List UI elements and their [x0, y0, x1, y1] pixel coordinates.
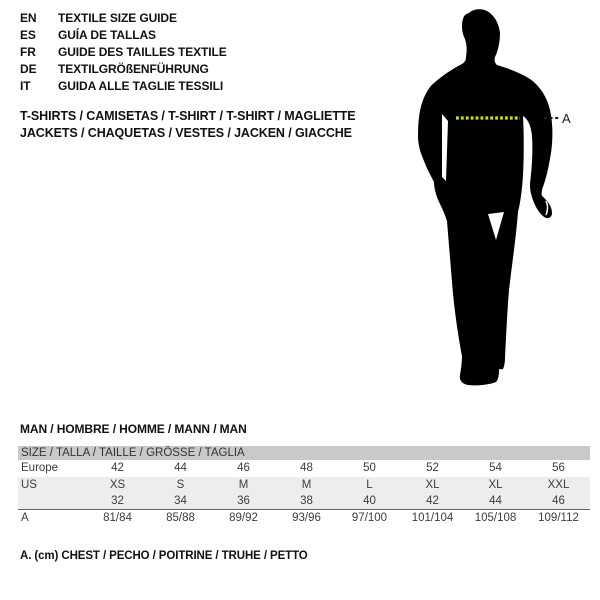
- table-cell: 46: [237, 462, 250, 474]
- table-row-us: [18, 477, 590, 493]
- size-table: [18, 446, 590, 527]
- table-cell: 34: [174, 495, 187, 507]
- table-cell: 40: [363, 495, 376, 507]
- table-cell: 36: [237, 495, 250, 507]
- category-jackets: JACKETS / CHAQUETAS / VESTES / JACKEN / GIACCHE: [20, 126, 352, 140]
- language-title: GUÍA DE TALLAS: [58, 28, 156, 42]
- man-silhouette: [405, 5, 575, 405]
- table-cell: 38: [300, 495, 313, 507]
- language-code: DE: [20, 62, 37, 76]
- language-title: GUIDE DES TAILLES TEXTILE: [58, 45, 227, 59]
- table-cell: 46: [552, 495, 565, 507]
- table-row-europe: [18, 460, 590, 477]
- category-list: [20, 108, 356, 142]
- table-cell: 109/112: [538, 512, 579, 524]
- table-cell: 89/92: [229, 512, 258, 524]
- table-row-us-numeric: [18, 493, 590, 509]
- heel-gap: [499, 369, 505, 385]
- language-code: FR: [20, 45, 36, 59]
- language-title: GUIDA ALLE TAGLIE TESSILI: [58, 79, 224, 93]
- row-label: Europe: [21, 462, 59, 474]
- section-title-man: MAN / HOMBRE / HOMME / MANN / MAN: [20, 422, 247, 436]
- table-cell: M: [301, 479, 312, 491]
- table-cell: 56: [552, 462, 565, 474]
- row-label: [18, 493, 86, 509]
- table-cell: 42: [426, 495, 439, 507]
- table-cell: 101/104: [411, 512, 454, 524]
- table-cell: XL: [425, 479, 440, 491]
- language-title: TEXTILGRÖßENFÜHRUNG: [58, 62, 209, 76]
- us-size-band: [18, 477, 590, 509]
- table-cell: M: [238, 479, 249, 491]
- table-cell: XS: [109, 479, 126, 491]
- table-cell: L: [366, 479, 373, 491]
- language-row: [20, 44, 227, 61]
- table-cell: 44: [174, 462, 187, 474]
- language-row: [20, 78, 227, 95]
- language-code: ES: [20, 28, 36, 42]
- measurement-footnote: A. (cm) CHEST / PECHO / POITRINE / TRUHE / PETTO: [20, 550, 308, 562]
- table-cell: S: [176, 479, 185, 491]
- table-cell: 85/88: [166, 512, 195, 524]
- table-cell: 105/108: [474, 512, 517, 524]
- table-cell: 52: [426, 462, 439, 474]
- table-cell: XL: [488, 479, 503, 491]
- man-figure: [405, 5, 575, 405]
- row-label: A: [21, 512, 29, 524]
- language-row: [20, 61, 227, 78]
- body-outline: [418, 9, 552, 385]
- table-cell: 81/84: [103, 512, 132, 524]
- table-cell: 42: [111, 462, 124, 474]
- language-row: [20, 27, 227, 44]
- language-title: TEXTILE SIZE GUIDE: [58, 11, 177, 25]
- table-cell: 50: [363, 462, 376, 474]
- table-cell: 97/100: [351, 512, 388, 524]
- language-row: [20, 10, 227, 27]
- table-cell: 44: [489, 495, 502, 507]
- row-label: US: [21, 479, 37, 491]
- measurement-a-label: A: [562, 111, 571, 126]
- table-cell: 54: [489, 462, 502, 474]
- table-cell: XXL: [547, 479, 570, 491]
- language-code: EN: [20, 11, 37, 25]
- category-tshirts: T-SHIRTS / CAMISETAS / T-SHIRT / T-SHIRT / MAGLIETTE: [20, 109, 356, 123]
- language-list: [20, 10, 227, 95]
- size-table-header: SIZE / TALLA / TAILLE / GRÖSSE / TAGLIA: [18, 446, 590, 460]
- table-row-chest-cm: [18, 509, 590, 527]
- table-cell: 48: [300, 462, 313, 474]
- table-cell: 93/96: [292, 512, 321, 524]
- table-cell: 32: [111, 495, 124, 507]
- language-code: IT: [20, 79, 31, 93]
